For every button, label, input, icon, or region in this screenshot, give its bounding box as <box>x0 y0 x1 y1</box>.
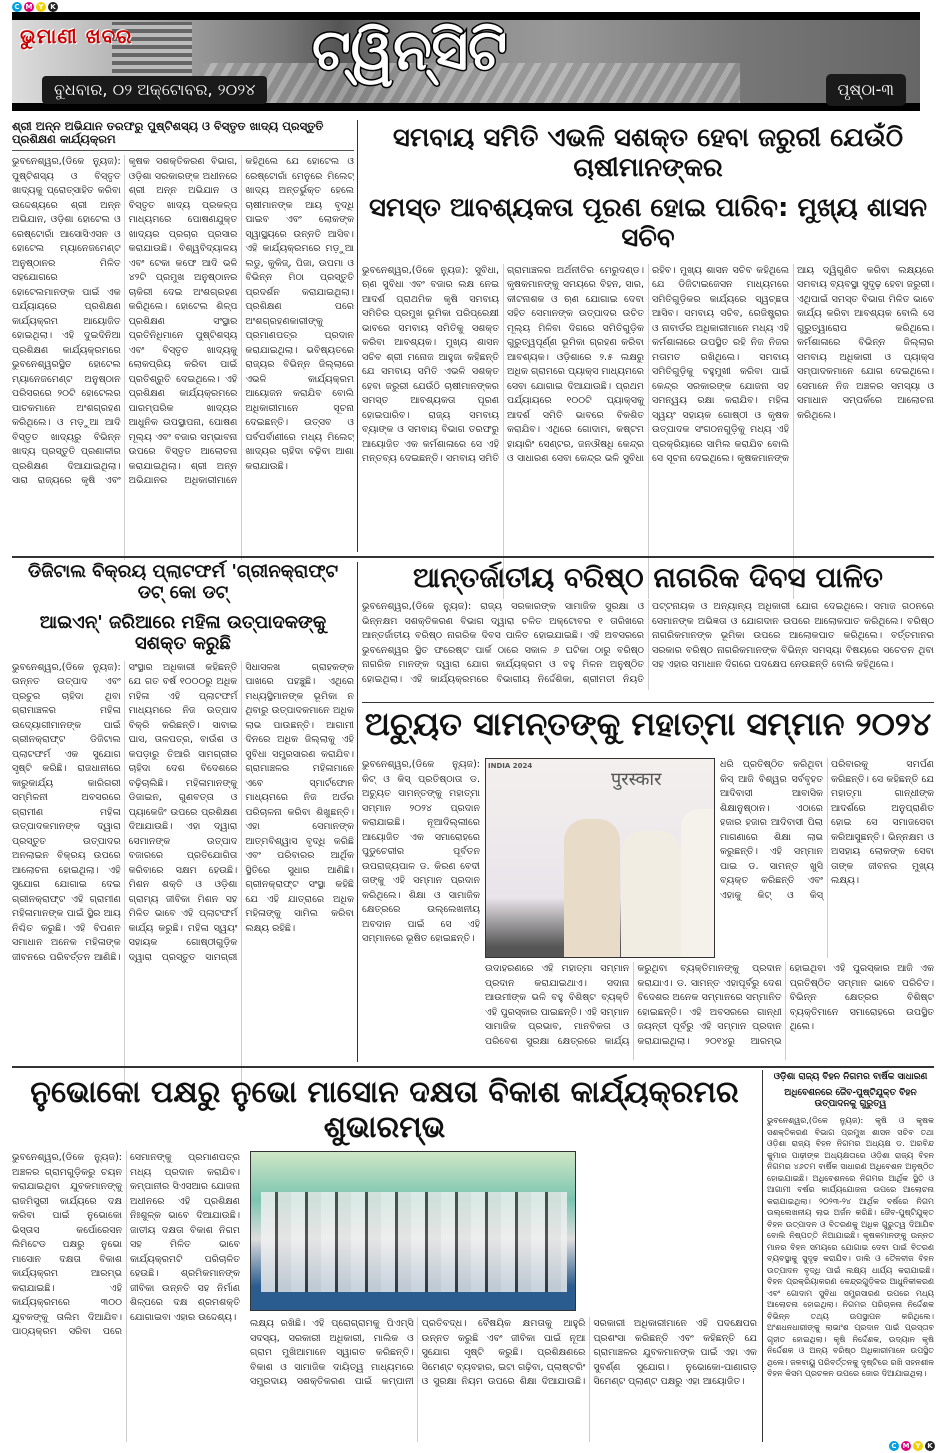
column-divider <box>357 562 358 1062</box>
photo-banner-text: INDIA 2024 <box>488 762 533 770</box>
article-senior-citizens <box>362 562 934 697</box>
headline-line2: ଅଧିବେଶନରେ ଜୈବ-ପୁଷ୍ଟିଯୁକ୍ତ ବିହନ ଉତ୍ପାଦନକୁ ଗୁରୁତ୍ୱ <box>784 1088 917 1109</box>
article-mahatma-award <box>362 706 934 1062</box>
headline: ଅଚ୍ୟୁତ ସାମନ୍ତଙ୍କୁ ମହାତ୍ମା ସମ୍ମାନ ୨୦୨୪ <box>364 705 932 743</box>
article-body: ଭୁବନେଶ୍ୱର,(ଡିକେ ନ୍ୟୁଜ): ଉନ୍ନତ ଉତ୍ପାଦ ଏବଂ ପ୍ରଚୁର ଚାହିଦା ଥିବା ଗ୍ରାମାଞ୍ଚଳର ମହିଳା ଉଦ୍ୟୋଗୀମାନଙ୍କ ପାଇଁ ଗ୍ରୀନକ୍ରାଫ୍ଟ ଡିଜିଟାଲ ପ୍ଲାଟଫର୍ମ ଏକ ସୁଯୋଗ ସୃଷ୍ଟି କରିଛି। ରାଜଧାନୀରେ କାରୁକାର୍ଯ୍ୟ କାରିଗରୀ ସମ୍ମିଳନୀ ଅବସରରେ ଗ୍ରାମୀଣ ମହିଳା ଉତ୍ପାଦକମାନଙ୍କ ଦ୍ୱାରା ପ୍ରସ୍ତୁତ ଉତ୍ପାଦର ଅନଲାଇନ ବିକ୍ରୟ ଉପରେ ଆଲୋଚନା ହୋଇଥିଲା। ଏହି ସୁଯୋଗ ଯୋଗାଇ ଦେଇ ଗ୍ରୀନକ୍ରାଫ୍ଟ ଏହି ଗ୍ରାମୀଣ ମହିଳାମାନଙ୍କ ପାଇଁ ସ୍ଥିର ଆୟ ନିଶ୍ଚିତ କରୁଛି। ଏହି ବିପଣନ ସମାଧାନ ଅନେକ ମହିଳାଙ୍କ ଜୀବନରେ ପରିବର୍ତ୍ତନ ଆଣିଛି। ସଂସ୍ଥାର ଅଧିକାରୀ କହିଛନ୍ତି ଯେ ଗତ ବର୍ଷ ୧୦୦୦ରୁ ଅଧିକ ମହିଳା ଏହି ପ୍ଲାଟଫର୍ମ ମାଧ୍ୟମରେ ନିଜ ଉତ୍ପାଦ ବିକ୍ରି କରିଛନ୍ତି। ସାବାଇ ଘାସ, ତାଳପତ୍ର, ବାଉଁଶ ଓ କପଡ଼ାରୁ ତିଆରି ସାମଗ୍ରୀର ଚାହିଦା ଦେଶ ବିଦେଶରେ ବଢ଼ିଚାଲିଛି। ମହିଳାମାନଙ୍କୁ ଡିଜାଇନ, ଗୁଣବତ୍ତା ଓ ପ୍ୟାକେଜିଂ ଉପରେ ପ୍ରଶିକ୍ଷଣ ଦିଆଯାଉଛି। ଏହା ଦ୍ୱାରା ସେମାନଙ୍କ ଉତ୍ପାଦ ବଜାରରେ ପ୍ରତିଯୋଗିତା କରିବାରେ ସକ୍ଷମ ହେଉଛି। ମିଶନ ଶକ୍ତି ଓ ଓଡ଼ିଶା ଗ୍ରାମ୍ୟ ଜୀବିକା ମିଶନ ସହ ମିଳିତ ଭାବେ ଏହି ପ୍ଲାଟଫର୍ମ କାର୍ଯ୍ୟ କରୁଛି। ମହିଳା ସ୍ୱୟଂ ସହାୟକ ଗୋଷ୍ଠୀଗୁଡ଼ିକ ଦ୍ୱାରା ପ୍ରସ୍ତୁତ ସାମଗ୍ରୀ ସିଧାସଳଖ ଗ୍ରାହକଙ୍କ ପାଖରେ ପହଞ୍ଚୁଛି। ଏଥିରେ ମଧ୍ୟସ୍ଥିମାନଙ୍କ ଭୂମିକା ନ ଥିବାରୁ ଉତ୍ପାଦକମାନେ ଅଧିକ ଲାଭ ପାଉଛନ୍ତି। ଆଗାମୀ ଦିନରେ ଅଧିକ ଜିଲ୍ଲାକୁ ଏହି ସୁବିଧା ସମ୍ପ୍ରସାରଣ କରାଯିବ। ଗ୍ରାମାଞ୍ଚଳର ମହିଳାମାନେ ଏବେ ସ୍ମାର୍ଟଫୋନ ମାଧ୍ୟମରେ ନିଜ ଅର୍ଡର ପରିଚାଳନା କରିବା ଶିଖୁଛନ୍ତି। ଏହା ସେମାନଙ୍କ ଆତ୍ମବିଶ୍ୱାସ ବୃଦ୍ଧି କରିଛି ଏବଂ ପରିବାରର ଆର୍ଥିକ ସ୍ଥିତିରେ ସୁଧାର ଆଣିଛି। ଗ୍ରୀନକ୍ରାଫ୍ଟ ସଂସ୍ଥା କହିଛି ଯେ ଏହି ଯାତ୍ରାରେ ଅଧିକ ମହିଳାଙ୍କୁ ସାମିଲ କରିବା ଲକ୍ଷ୍ୟ ରହିଛି। <box>12 661 354 963</box>
article-greencraft <box>12 562 354 1062</box>
training-group-photo <box>250 1151 576 1311</box>
cyan-mark: C <box>889 1441 899 1451</box>
horizontal-divider <box>12 556 934 558</box>
magenta-mark: M <box>902 1442 910 1450</box>
article-body: ଭୁବନେଶ୍ୱର,(ଡିକେ ନ୍ୟୁଜ): ରାଜ୍ୟ ସରକାରଙ୍କ ସାମାଜିକ ସୁରକ୍ଷା ଓ ଭିନ୍ନକ୍ଷମ ସଶକ୍ତିକରଣ ବିଭାଗ ଦ୍ୱାରା ଚଳିତ ଅକ୍ଟୋବର ୧ ତାରିଖରେ ଆନ୍ତର୍ଜାତୀୟ ବରିଷ୍ଠ ନାଗରିକ ଦିବସ ପାଳିତ ହୋଇଯାଇଛି। ଏହି ଅବସରରେ ଭୁବନେଶ୍ୱର ସ୍ଥିତ ଫରେଷ୍ଟ ପାର୍କ ଠାରେ ସକାଳ ୬ ଘଟିକା ଠାରୁ ବରିଷ୍ଠ ନାଗରିକ ମାନଙ୍କ ଦ୍ୱାରା ଯୋଗ କାର୍ଯ୍ୟକ୍ରମ ଓ ବହୁ ମିଳନ ଅନୁଷ୍ଠିତ ହୋଇଥିଲା। ଏହି କାର୍ଯ୍ୟକ୍ରମରେ ବିଭାଗୀୟ ନିର୍ଦ୍ଦେଶିକା, ଶ୍ରୀମତୀ ନିୟତି ପଟ୍ଟନାୟକ ଓ ଅନ୍ୟାନ୍ୟ ଅଧିକାରୀ ଯୋଗ ଦେଇଥିଲେ। ସମାଜ ଗଠନରେ ସେମାନଙ୍କ ଅଭିଜ୍ଞତା ଓ ଯୋଗଦାନ ଉପରେ ଆଲୋକପାତ କରିଥିଲେ। ବରିଷ୍ଠ ନାଗରିକମାନଙ୍କ ଭୂମିକା ଉପରେ ଆଲୋକପାତ କରିଥିଲେ। ବର୍ତ୍ତମାନର ସରକାର ବରିଷ୍ଠ ନାଗରିକମାନଙ୍କ ବିଭିନ୍ନ ସମସ୍ୟା ବିଷୟରେ ସଚେତନ ଥିବା ସହ ଏହାର ସମାଧାନ ଦିଗରେ ପଦକ୍ଷେପ ନେଉଛନ୍ତି ବୋଲି କହିଥିଲେ। <box>362 601 934 685</box>
newspaper-brand: ଭୁମାଣୀ ଖବର <box>20 24 133 48</box>
article-seed-corporation <box>767 1072 934 1442</box>
person-right <box>681 809 715 958</box>
article-nuvoco <box>12 1070 757 1442</box>
article-body: ଭୁବନେଶ୍ୱର,(ଡିକେ ନ୍ୟୁଜ): ସୁବିଧା, ଋଣ ସୁବିଧା ଏବଂ ବଜାର ଲକ୍ଷ ନେଇ ଆଦର୍ଶ ପ୍ରାଥମିକ କୃଷି ସମବାୟ ସମିତିର ପ୍ରମୁଖ ଭୂମିକା ପରିପ୍ରେକ୍ଷୀ ଭାବରେ ସମବାୟ ସମିତିକୁ ସଶକ୍ତ କରିବା ଆବଶ୍ୟକ। ମୁଖ୍ୟ ଶାସନ ସଚିବ ଶ୍ରୀ ମନୋଜ ଆହୁଜା କହିଛନ୍ତି ଯେ ସମବାୟ ସମିତି ଏଭଳି ସଶକ୍ତ ହେବା ଜରୁରୀ ଯେଉଁଠି ଚାଷୀମାନଙ୍କର ସମସ୍ତ ଆବଶ୍ୟକତା ପୂରଣ ହୋଇପାରିବ। ରାଜ୍ୟ ସମବାୟ ବ୍ୟାଙ୍କ ଓ ସମବାୟ ବିଭାଗ ତରଫରୁ ଆୟୋଜିତ ଏକ କର୍ମଶାଳାରେ ସେ ଏହି ମନ୍ତବ୍ୟ ଦେଇଛନ୍ତି। ସମବାୟ ସମିତି ଗ୍ରାମାଞ୍ଚଳର ଅର୍ଥନୀତିର ମେରୁଦଣ୍ଡ। କୃଷକମାନଙ୍କୁ ସମୟରେ ବିହନ, ସାର, କୀଟନାଶକ ଓ ଋଣ ଯୋଗାଇ ଦେବା ସହିତ ସେମାନଙ୍କ ଉତ୍ପାଦର ଉଚିତ ମୂଲ୍ୟ ମିଳିବା ଦିଗରେ ସମିତିଗୁଡ଼ିକ ଗୁରୁତ୍ୱପୂର୍ଣ୍ଣ ଭୂମିକା ଗ୍ରହଣ କରିବା ଆବଶ୍ୟକ। ଓଡ଼ିଶାରେ ୨.୫ ଲକ୍ଷରୁ ଅଧିକ ଗ୍ରାମରେ ପ୍ୟାକ୍ସ ମାଧ୍ୟମରେ ସେବା ଯୋଗାଇ ଦିଆଯାଉଛି। ପ୍ରଥମ ପର୍ଯ୍ୟାୟରେ ୧୦୦ଟି ପ୍ୟାକ୍ସକୁ ଆଦର୍ଶ ସମିତି ଭାବରେ ବିକଶିତ କରାଯିବ। ଏଥିରେ ଗୋଦାମ, କଷ୍ଟମ ହାୟାରିଂ ସେଣ୍ଟର, ଜନଔଷଧି କେନ୍ଦ୍ର ଓ ସାଧାରଣ ସେବା କେନ୍ଦ୍ର ଭଳି ସୁବିଧା ରହିବ। ମୁଖ୍ୟ ଶାସନ ସଚିବ କହିଥିଲେ ଯେ ଡିଜିଟାଇଜେସନ ମାଧ୍ୟମରେ ସମିତିଗୁଡ଼ିକର କାର୍ଯ୍ୟରେ ସ୍ୱଚ୍ଛତା ଆସିବ। ସମବାୟ ସଚିବ, ରେଜିଷ୍ଟ୍ରାର ଓ ନାବାର୍ଡର ଅଧିକାରୀମାନେ ମଧ୍ୟ ଏହି କର୍ମଶାଳାରେ ଉପସ୍ଥିତ ରହି ନିଜ ନିଜର ମତାମତ ରଖିଥିଲେ। ସମବାୟ ସମିତିଗୁଡ଼ିକୁ ବହୁମୁଖୀ କରିବା ପାଇଁ କେନ୍ଦ୍ର ସରକାରଙ୍କ ଯୋଜନା ସହ ସମନ୍ୱୟ ରକ୍ଷା କରାଯିବ। ମହିଳା ସ୍ୱୟଂ ସହାୟକ ଗୋଷ୍ଠୀ ଓ କୃଷକ ଉତ୍ପାଦକ ସଂଗଠନଗୁଡ଼ିକୁ ମଧ୍ୟ ଏହି ପ୍ରକ୍ରିୟାରେ ସାମିଲ କରାଯିବ ବୋଲି ସେ ସୂଚନା ଦେଇଥିଲେ। କୃଷକମାନଙ୍କ ଆୟ ଦ୍ୱିଗୁଣିତ କରିବା ଲକ୍ଷ୍ୟରେ ସମବାୟ ବ୍ୟବସ୍ଥା ସୁଦୃଢ଼ ହେବା ଜରୁରୀ। ଏଥିପାଇଁ ସମସ୍ତ ବିଭାଗ ମିଳିତ ଭାବେ କାର୍ଯ୍ୟ କରିବା ଆବଶ୍ୟକ ବୋଲି ସେ ଗୁରୁତ୍ୱାରୋପ କରିଥିଲେ। କର୍ମଶାଳାରେ ବିଭିନ୍ନ ଜିଲ୍ଲାର ସମବାୟ ଅଧିକାରୀ ଓ ପ୍ୟାକ୍ସ ସମ୍ପାଦକମାନେ ଯୋଗ ଦେଇଥିଲେ। ସେମାନେ ନିଜ ଅଞ୍ଚଳର ସମସ୍ୟା ଓ ସମାଧାନ ସମ୍ପର୍କରେ ଆଲୋଚନା କରିଥିଲେ। <box>362 264 934 465</box>
headline: ଆନ୍ତର୍ଜାତୀୟ ବରିଷ୍ଠ ନାଗରିକ ଦିବସ ପାଳିତ <box>413 561 883 594</box>
headline-line1: ସମବାୟ ସମିତି ଏଭଳି ସଶକ୍ତ ହେବା ଜରୁରୀ ଯେଉଁଠି ଚାଷୀମାନଙ୍କର <box>392 123 904 183</box>
photo-poster-text: पुरस्कार <box>611 769 662 790</box>
article-body-bottom: ଉଦାହରଣରେ ଏହି ମହାତ୍ମା ସମ୍ମାନ ପ୍ରଦାନ କରାଯାଇଥାଏ। ସଦାନା ଆଉମୀଙ୍କ ଭଳି ବହୁ ବିଶିଷ୍ଟ ବ୍ୟକ୍ତି ଏହି ପୁରସ୍କାର ପାଇଛନ୍ତି। ଏହି ସମ୍ମାନ ସାମାଜିକ ପ୍ରଭାବ, ମାନବିକତା ଓ ପରିବେଶ ସୁରକ୍ଷା କ୍ଷେତ୍ରରେ କାର୍ଯ୍ୟ କରୁଥିବା ବ୍ୟକ୍ତିମାନଙ୍କୁ ପ୍ରଦାନ କରାଯାଏ। ଡ. ସାମନ୍ତ ଏହାପୂର୍ବରୁ ଦେଶ ବିଦେଶର ଅନେକ ସମ୍ମାନରେ ସମ୍ମାନିତ ହୋଇଛନ୍ତି। ଏହି ଅବସରରେ ଗାନ୍ଧୀ ଜୟନ୍ତୀ ପୂର୍ବରୁ ଏହି ସମ୍ମାନ ପ୍ରଦାନ କରାଯାଇଥିଲା। ୨୦୧୪ରୁ ଆରମ୍ଭ ହୋଇଥିବା ଏହି ପୁରସ୍କାର ଆଜି ଏକ ପ୍ରତିଷ୍ଠିତ ସମ୍ମାନ ଭାବେ ପରିଚିତ। ବିଭିନ୍ନ କ୍ଷେତ୍ରର ବିଶିଷ୍ଟ ବ୍ୟକ୍ତିମାନେ ସମାରୋହରେ ଉପସ୍ଥିତ ଥିଲେ। <box>485 963 934 1047</box>
horizontal-divider <box>362 702 934 703</box>
black-mark: K <box>925 1441 935 1451</box>
headline-line1: ଡିଜିଟାଲ ବିକ୍ରୟ ପ୍ଲାଟଫର୍ମ 'ଗ୍ରୀନକ୍ରାଫ୍ଟ ଡଟ୍ କୋ ଡଟ୍ <box>27 561 339 603</box>
article-body: ଭୁବନେଶ୍ୱର,(ଡିକେ ନ୍ୟୁଜ): କୃଷି ଓ କୃଷକ ସଶକ୍ତିକରଣ ବିଭାଗ ପ୍ରମୁଖ ଶାସନ ସଚିବ ତଥା ଓଡ଼ିଶା ରାଜ୍ୟ ବିହନ ନିଗମର ଅଧ୍ୟକ୍ଷ ଡ. ଅରବିନ୍ଦ କୁମାର ପାଢ଼ୀଙ୍କ ଅଧ୍ୟକ୍ଷତାରେ ଓଡ଼ିଶା ରାଜ୍ୟ ବିହନ ନିଗମର ୪୬ତମ ବାର୍ଷିକ ସାଧାରଣ ଅଧିବେଶନ ଅନୁଷ୍ଠିତ ହୋଇଯାଇଛି। ଅଧିବେଶନରେ ନିଗମର ଆର୍ଥିକ ସ୍ଥିତି ଓ ଆଗାମୀ ବର୍ଷର କାର୍ଯ୍ୟଯୋଜନା ଉପରେ ଆଲୋଚନା କରାଯାଇଥିଲା। ୨୦୨୩-୨୪ ଆର୍ଥିକ ବର୍ଷରେ ନିଗମ ଉଲ୍ଲେଖନୀୟ ଲାଭ ଅର୍ଜନ କରିଛି। ଜୈବ-ପୁଷ୍ଟିଯୁକ୍ତ ବିହନ ଉତ୍ପାଦନ ଓ ବିତରଣକୁ ଅଧିକ ଗୁରୁତ୍ୱ ଦିଆଯିବ ବୋଲି ନିଷ୍ପତ୍ତି ନିଆଯାଇଛି। କୃଷକମାନଙ୍କୁ ଉନ୍ନତ ମାନର ବିହନ ସମୟରେ ଯୋଗାଇ ଦେବା ପାଇଁ ବିତରଣ ବ୍ୟବସ୍ଥାକୁ ସୁଦୃଢ଼ କରାଯିବ। ଡାଲି ଓ ତୈଳବୀଜ ବିହନ ଉତ୍ପାଦନ ବୃଦ୍ଧି ପାଇଁ ଲକ୍ଷ୍ୟ ଧାର୍ଯ୍ୟ କରାଯାଇଛି। ବିହନ ପ୍ରକ୍ରିୟାକରଣ କେନ୍ଦ୍ରଗୁଡ଼ିକର ଆଧୁନିକୀକରଣ ଏବଂ ଗୋଦାମ ସୁବିଧା ସମ୍ପ୍ରସାରଣ ଉପରେ ମଧ୍ୟ ଆଲୋଚନା ହୋଇଥିଲା। ନିଗମର ପରିଚାଳନା ନିର୍ଦ୍ଦେଶକ ବିଭିନ୍ନ ତଥ୍ୟ ଉପସ୍ଥାପନ କରିଥିଲେ। ଅଂଶଧନଧାରୀଙ୍କୁ ଲାଭାଂଶ ପ୍ରଦାନ ପାଇଁ ପ୍ରସ୍ତାବ ଗୃହୀତ ହୋଇଥିଲା। କୃଷି ନିର୍ଦ୍ଦେଶକ, ଉଦ୍ୟାନ କୃଷି ନିର୍ଦ୍ଦେଶକ ଓ ଅନ୍ୟ ବରିଷ୍ଠ ଅଧିକାରୀମାନେ ଉପସ୍ଥିତ ଥିଲେ। ଜଳବାୟୁ ପରିବର୍ତ୍ତନକୁ ଦୃଷ୍ଟିରେ ରଖି ସହନଶୀଳ ବିହନ କିସମ ପ୍ରଚଳନ ଉପରେ ଜୋର ଦିଆଯାଇଥିଲା। <box>767 1116 934 1379</box>
yellow-mark: Y <box>913 1441 923 1451</box>
headline-line1: ଓଡ଼ିଶା ରାଜ୍ୟ ବିହନ ନିଗମର ବାର୍ଷିକ ସାଧାରଣ <box>773 1072 928 1082</box>
article-body-right: ଧରି ପ୍ରତିଷ୍ଠିତ କରିଥିବା କିସ୍ ଆଜି ବିଶ୍ୱର ସର୍ବବୃହତ ଆଦିବାସୀ ଆବାସିକ ଶିକ୍ଷାନୁଷ୍ଠାନ। ଏଠାରେ ହଜାର ହଜାର ଆଦିବାସୀ ପିଲା ମାଗଣାରେ ଶିକ୍ଷା ଲାଭ କରୁଛନ୍ତି। ଏହି ସମ୍ମାନ ପାଇ ଡ. ସାମନ୍ତ ଖୁସି ବ୍ୟକ୍ତ କରିଛନ୍ତି ଏବଂ ଏହାକୁ କିଟ୍ ଓ କିସ୍ ପରିବାରକୁ ସମର୍ପଣ କରିଛନ୍ତି। ସେ କହିଛନ୍ତି ଯେ ମହାତ୍ମା ଗାନ୍ଧୀଙ୍କ ଆଦର୍ଶରେ ଅନୁପ୍ରାଣିତ ହୋଇ ସେ ସମାଜସେବା କରିଆସୁଛନ୍ତି। ଭିନ୍ନକ୍ଷମ ଓ ଅସହାୟ ଲୋକଙ୍କ ସେବା ତାଙ୍କ ଜୀବନର ମୁଖ୍ୟ ଲକ୍ଷ୍ୟ। <box>720 759 934 901</box>
page-number: ପୃଷ୍ଠା-୩ <box>826 74 906 106</box>
article-body-left: ଭୁବନେଶ୍ୱର,(ଡିକେ ନ୍ୟୁଜ): କିଟ୍ ଓ କିସ୍ ପ୍ରତିଷ୍ଠାତା ଡ. ଅଚ୍ୟୁତ ସାମନ୍ତଙ୍କୁ ମହାତ୍ମା ସମ୍ମାନ ୨୦୨୪ ପ୍ରଦାନ କରାଯାଇଛି। ନୂଆଦିଲ୍ଲୀରେ ଆୟୋଜିତ ଏକ ସମାରୋହରେ ପୁଡୁଚେରୀର ପୂର୍ବତନ ଉପରାଜ୍ୟପାଳ ଡ. କିରଣ ବେଦୀ ତାଙ୍କୁ ଏହି ସମ୍ମାନ ପ୍ରଦାନ କରିଥିଲେ। ଶିକ୍ଷା ଓ ସାମାଜିକ କ୍ଷେତ୍ରରେ ଉଲ୍ଲେଖନୀୟ ଅବଦାନ ପାଇଁ ସେ ଏହି ସମ୍ମାନରେ ଭୂଷିତ ହୋଇଛନ୍ତି। <box>362 759 480 944</box>
article-body: ଭୁବନେଶ୍ୱର,(ଡିକେ ନ୍ୟୁଜ): ପୁଷ୍ଟିଶସ୍ୟ ଓ ବିସ୍ତୃତ ଖାଦ୍ୟକୁ ପ୍ରୋତ୍ସାହିତ କରିବା ଉଦ୍ଦେଶ୍ୟରେ ଶ୍ରୀ ଅନ୍ନ ଅଭିଯାନ, ଓଡ଼ିଶା ହୋଟେଲ ଓ ରେଷ୍ଟୋରାଁ ଆସୋସିଏସନ ଓ ହୋଟେଲ ମ୍ୟାନେଜମେଣ୍ଟ ଅନୁଷ୍ଠାନର ମିଳିତ ସହଯୋଗରେ ହୋଟେଲମାନଙ୍କ ପାଇଁ ଏକ ପର୍ଯ୍ୟାୟରେ ପ୍ରଶିକ୍ଷଣ କାର୍ଯ୍ୟକ୍ରମ ଆୟୋଜିତ ହୋଇଥିଲା। ଏହି ଦୁଇଦିନିଆ ପ୍ରଶିକ୍ଷଣ କାର୍ଯ୍ୟକ୍ରମରେ ଭୁବନେଶ୍ୱରସ୍ଥିତ ହୋଟେଲ ମ୍ୟାନେଜମେଣ୍ଟ ଅନୁଷ୍ଠାନ ପରିସରରେ ୨୦ଟି ହୋଟେଲର ପାଚକମାନେ ଅଂଶଗ୍ରହଣ କରିଥିଲେ। ଓ ମଡ଼ୁଆ ଆଦି ବିସ୍ତୃତ ଖାଦ୍ୟରୁ ବିଭିନ୍ନ ଖାଦ୍ୟ ପ୍ରସ୍ତୁତି ପ୍ରଣାଳୀର ପ୍ରଶିକ୍ଷଣ ଦିଆଯାଇଥିଲା। ସାରା ରାଜ୍ୟରେ କୃଷି ଏବଂ କୃଷକ ସଶକ୍ତିକରଣ ବିଭାଗ, ଓଡ଼ିଶା ସରକାରଙ୍କ ଅଧୀନରେ ଶ୍ରୀ ଅନ୍ନ ଅଭିଯାନ ଓ ବିସ୍ତୃତ ଖାଦ୍ୟ ପ୍ରକଳ୍ପ ମାଧ୍ୟମରେ ପୋଷଣଯୁକ୍ତ ଖାଦ୍ୟର ପ୍ରଚାର ପ୍ରସାର କରାଯାଉଛି। ବିଶ୍ୱବିଦ୍ୟାଳୟ ଏବଂ ଟେକା କଫେ ଆଦି ଭଳି ୪୨ଟି ପ୍ରମୁଖ ଅନୁଷ୍ଠାନର ଚାକିରୀ ଦେଇ ଅଂଶଗ୍ରହଣ କରିଥିଲେ। ହୋଟେଲ ଶିଳ୍ପ ପ୍ରଶିକ୍ଷଣ ସଂସ୍ଥାର ପ୍ରତିନିଧିମାନେ ପୁଷ୍ଟିଶସ୍ୟ ଏବଂ ବିସ୍ତୃତ ଖାଦ୍ୟକୁ ଲୋକପ୍ରିୟ କରିବା ପାଇଁ ପ୍ରତିଶ୍ରୁତି ଦେଇଥିଲେ। ଏହି ପ୍ରଶିକ୍ଷଣ କାର୍ଯ୍ୟକ୍ରମରେ ପାରମ୍ପରିକ ଖାଦ୍ୟର ଆଧୁନିକ ଉପସ୍ଥାପନା, ପୋଷଣ ମୂଲ୍ୟ ଏବଂ ବଜାର ସମ୍ଭାବନା ଉପରେ ବିସ୍ତୃତ ଆଲୋଚନା କରାଯାଇଥିଲା। ଶ୍ରୀ ଅନ୍ନ ଅଭିଯାନର ଅଧିକାରୀମାନେ କହିଥିଲେ ଯେ ହୋଟେଲ ଓ ରେଷ୍ଟୋରାଁ ମେନୁରେ ମିଲେଟ୍ ଖାଦ୍ୟ ଅନ୍ତର୍ଭୁକ୍ତ ହେଲେ ଚାଷୀମାନଙ୍କ ଆୟ ବୃଦ୍ଧି ପାଇବ ଏବଂ ଲୋକଙ୍କ ସ୍ୱାସ୍ଥ୍ୟରେ ଉନ୍ନତି ଆସିବ। ଏହି କାର୍ଯ୍ୟକ୍ରମରେ ମଡ଼ୁଆ ଲଡୁ, କୁକିଜ୍, ପିଜା, ଉପମା ଓ ବିଭିନ୍ନ ମିଠା ପ୍ରସ୍ତୁତି ପ୍ରଦର୍ଶନ କରାଯାଇଥିଲା। ପ୍ରଶିକ୍ଷଣ ପରେ ଅଂଶଗ୍ରହଣକାରୀଙ୍କୁ ପ୍ରମାଣପତ୍ର ପ୍ରଦାନ କରାଯାଇଥିଲା। ଭବିଷ୍ୟତରେ ରାଜ୍ୟର ବିଭିନ୍ନ ଜିଲ୍ଲାରେ ଏଭଳି କାର୍ଯ୍ୟକ୍ରମ ଆୟୋଜନ କରାଯିବ ବୋଲି ଅଧିକାରୀମାନେ ସୂଚନା ଦେଇଛନ୍ତି। ଉତ୍ସବ ଓ ପର୍ବପର୍ବାଣୀରେ ମଧ୍ୟ ମିଲେଟ୍ ଖାଦ୍ୟର ଚାହିଦା ବଢ଼ିବା ଆଶା କରାଯାଉଛି। <box>12 156 354 487</box>
group-people <box>261 1192 567 1292</box>
award-photo <box>485 758 715 958</box>
horizontal-divider <box>12 1066 934 1068</box>
article-body-left: ଭୁବନେଶ୍ୱର,(ଡିକେ ନ୍ୟୁଜ): ଅଞ୍ଚଳର ଗ୍ରାମଗୁଡ଼ିକରୁ ଚୟନ କରାଯାଇଥିବା ଯୁବକମାନଙ୍କୁ ରାଜମିସ୍ତ୍ରୀ କାର୍ଯ୍ୟରେ ଦକ୍ଷ କରିବା ପାଇଁ ନୁଭୋକୋ ଭିସ୍ତାସ କର୍ପୋରେସନ ଲିମିଟେଡ ପକ୍ଷରୁ ନୁଭୋ ମାସୋନ ଦକ୍ଷତା ବିକାଶ କାର୍ଯ୍ୟକ୍ରମ ଆରମ୍ଭ କରାଯାଇଛି। ଏହି କାର୍ଯ୍ୟକ୍ରମରେ ୩୦୦ ଯୁବକଙ୍କୁ ତାଲିମ ଦିଆଯିବ। ପାଠ୍ୟକ୍ରମ ସରିବା ପରେ ସେମାନଙ୍କୁ ପ୍ରମାଣପତ୍ର ମଧ୍ୟ ପ୍ରଦାନ କରାଯିବ। କମ୍ପାନୀର ସିଏସଆର ଯୋଜନା ଅଧୀନରେ ଏହି ପ୍ରଶିକ୍ଷଣ ନିଃଶୁଳ୍କ ଭାବେ ଦିଆଯାଉଛି। ଜାତୀୟ ଦକ୍ଷତା ବିକାଶ ନିଗମ ସହ ମିଳିତ ଭାବେ କାର୍ଯ୍ୟକ୍ରମଟି ପରିଚାଳିତ ହେଉଛି। ଶ୍ରମିକମାନଙ୍କ ଜୀବିକା ଉନ୍ନତି ସହ ନିର୍ମାଣ ଶିଳ୍ପରେ ଦକ୍ଷ ଶ୍ରମଶକ୍ତି ଯୋଗାଇବା ଏହାର ଉଦ୍ଦେଶ୍ୟ। <box>12 1152 240 1337</box>
column-divider <box>762 1070 763 1442</box>
headline: ନୁଭୋକୋ ପକ୍ଷରୁ ନୁଭୋ ମାସୋନ ଦକ୍ଷତା ବିକାଶ କାର୍ଯ୍ୟକ୍ରମର ଶୁଭାରମ୍ଭ <box>30 1075 739 1145</box>
article-cooperative <box>362 120 934 552</box>
person-center <box>621 831 681 958</box>
magenta-mark: M <box>25 3 33 11</box>
masthead-banner <box>12 12 920 111</box>
headline-line2: ସମସ୍ତ ଆବଶ୍ୟକତା ପୂରଣ ହୋଇ ପାରିବ: ମୁଖ୍ୟ ଶାସନ ସଚିବ <box>368 192 928 253</box>
issue-date: ବୁଧବାର, ୦୨ ଅକ୍ଟୋବର, ୨୦୨୪ <box>42 76 267 104</box>
black-mark: K <box>48 2 58 12</box>
column-divider <box>357 120 358 552</box>
headline-line2: ଆଇଏନ୍' ଜରିଆରେ ମହିଳା ଉତ୍ପାଦକଙ୍କୁ ସଶକ୍ତ କରୁଛି <box>39 612 327 655</box>
cyan-mark: C <box>12 2 22 12</box>
headline: ଶ୍ରୀ ଅନ୍ନ ଅଭିଯାନ ତରଫରୁ ପୁଷ୍ଟିଶସ୍ୟ ଓ ବିସ୍ତୃତ ଖାଦ୍ୟ ପ୍ରସ୍ତୁତି ପ୍ରଶିକ୍ଷଣ କାର୍ଯ୍ୟକ୍ରମ <box>12 120 354 151</box>
registration-marks-bottom <box>889 1441 935 1451</box>
article-body-right: ଲକ୍ଷ୍ୟ ରଖିଛି। ଏହି ପ୍ରୋଗ୍ରାମକୁ ପିଏମ୍‌ସି ସଦସ୍ୟ, ସରକାରୀ ଅଧିକାରୀ, ମାଲିକ ଓ ଗ୍ରାମ ମୁଖିଆମାନେ ସ୍ୱାଗତ କରିଛନ୍ତି। ବିକାଶ ଓ ସାମାଜିକ ଦାୟିତ୍ୱ ମାଧ୍ୟମରେ ସମ୍ପ୍ରଦାୟ ସଶକ୍ତିକରଣ ପାଇଁ କମ୍ପାନୀ ପ୍ରତିବଦ୍ଧ। ବୈଷୟିକ କ୍ଷମତାକୁ ଆହୁରି ଉନ୍ନତ କରୁଛି ଏବଂ ଜୀବିକା ପାଇଁ ନୂଆ ସୁଯୋଗ ସୃଷ୍ଟି କରୁଛି। ପ୍ରଶିକ୍ଷଣରେ ସିମେଣ୍ଟ ବ୍ୟବହାର, ଇଟା ଗଢ଼ିବା, ପ୍ଲାଷ୍ଟରିଂ ଓ ସୁରକ୍ଷା ନିୟମ ଉପରେ ଶିକ୍ଷା ଦିଆଯାଉଛି। ସରକାରୀ ଅଧିକାରୀମାନେ ଏହି ପଦକ୍ଷେପର ପ୍ରଶଂସା କରିଛନ୍ତି ଏବଂ କହିଛନ୍ତି ଯେ ଗ୍ରାମାଞ୍ଚଳର ଯୁବକମାନଙ୍କ ପାଇଁ ଏହା ଏକ ସୁବର୍ଣ୍ଣ ସୁଯୋଗ। ନୁଭୋକୋ-ପାଣାଗଡ଼ ସିମେଣ୍ଟ ପ୍ଲାଣ୍ଟ ପକ୍ଷରୁ ଏହା ଆୟୋଜିତ। <box>250 1318 757 1387</box>
registration-marks-top <box>12 2 58 12</box>
article-shree-anna <box>12 120 354 552</box>
person-left <box>564 819 620 958</box>
section-title: ଟ୍ୱିନ୍‌ସିଟି <box>312 18 507 83</box>
yellow-mark: Y <box>36 2 46 12</box>
article-content <box>12 1151 757 1442</box>
